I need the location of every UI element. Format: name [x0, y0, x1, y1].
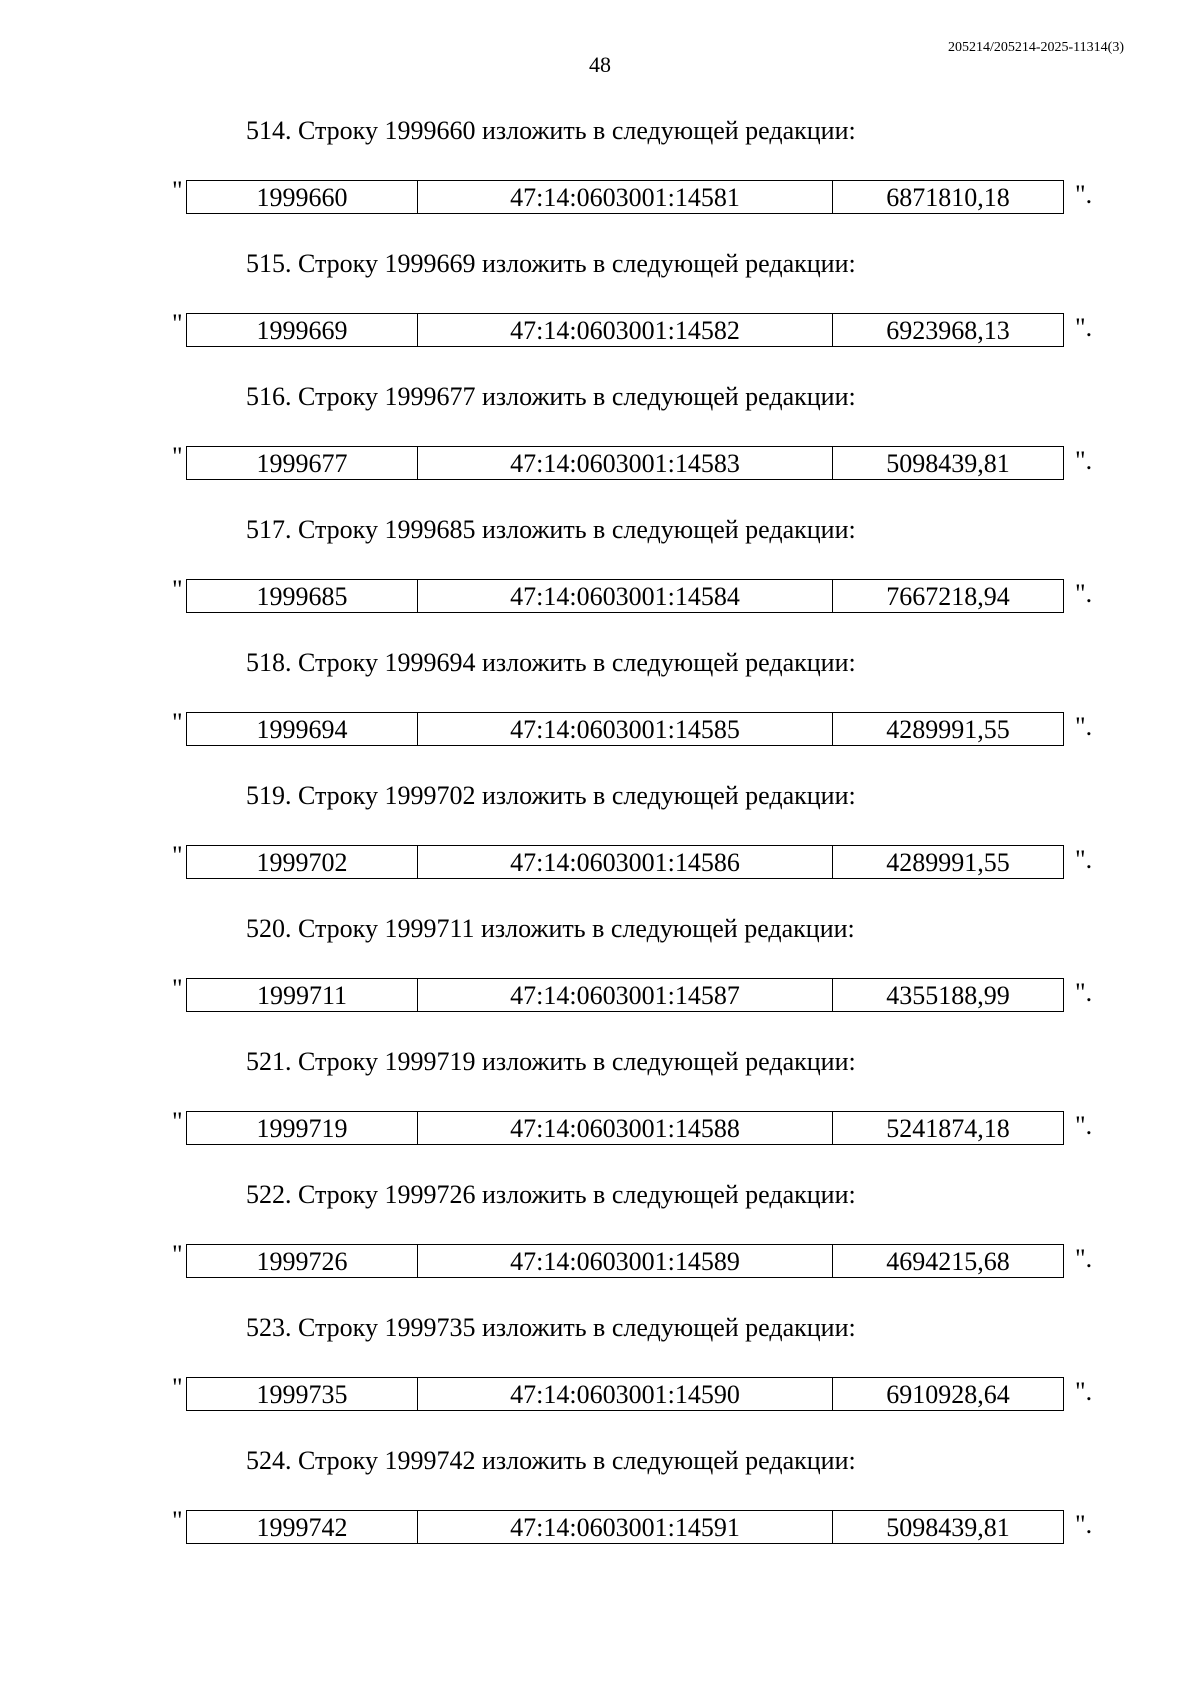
closing-quote: ".	[1075, 446, 1093, 475]
closing-quote: ".	[1075, 1244, 1093, 1273]
opening-quote: "	[172, 442, 183, 471]
amendment-entry	[0, 376, 1200, 509]
cadastral-number-cell: 47:14:0603001:14588	[418, 1112, 833, 1144]
closing-quote: ".	[1075, 1377, 1093, 1406]
amendment-instruction: 515. Строку 1999669 изложить в следующей редакции:	[246, 249, 856, 278]
cadastral-number-cell: 47:14:0603001:14590	[418, 1378, 833, 1410]
row-table	[186, 579, 1064, 613]
replacement-row	[0, 176, 1200, 214]
cadastral-number-cell: 47:14:0603001:14582	[418, 314, 833, 346]
amendment-list	[0, 110, 1200, 1573]
amendment-entry	[0, 509, 1200, 642]
row-code-cell: 1999726	[187, 1245, 418, 1277]
row-table	[186, 1111, 1064, 1145]
row-table	[186, 1244, 1064, 1278]
opening-quote: "	[172, 841, 183, 870]
amendment-instruction: 517. Строку 1999685 изложить в следующей редакции:	[246, 515, 856, 544]
replacement-row	[0, 575, 1200, 613]
row-table	[186, 845, 1064, 879]
cadastral-number-cell: 47:14:0603001:14587	[418, 979, 833, 1011]
amendment-entry	[0, 1307, 1200, 1440]
amendment-instruction: 519. Строку 1999702 изложить в следующей редакции:	[246, 781, 856, 810]
cadastral-number-cell: 47:14:0603001:14585	[418, 713, 833, 745]
value-cell: 4694215,68	[886, 1247, 1010, 1276]
value-cell: 5098439,81	[886, 1513, 1010, 1542]
value-cell: 6871810,18	[886, 183, 1010, 212]
opening-quote: "	[172, 1107, 183, 1136]
amendment-entry	[0, 775, 1200, 908]
cadastral-number-cell: 47:14:0603001:14586	[418, 846, 833, 878]
row-table	[186, 712, 1064, 746]
replacement-row	[0, 1240, 1200, 1278]
value-cell: 4355188,99	[886, 981, 1010, 1010]
replacement-row	[0, 1373, 1200, 1411]
opening-quote: "	[172, 1240, 183, 1269]
cadastral-number-cell: 47:14:0603001:14589	[418, 1245, 833, 1277]
value-cell: 5098439,81	[886, 449, 1010, 478]
amendment-entry	[0, 1440, 1200, 1573]
row-code-cell: 1999685	[187, 580, 418, 612]
cadastral-number-cell: 47:14:0603001:14581	[418, 181, 833, 213]
closing-quote: ".	[1075, 1510, 1093, 1539]
closing-quote: ".	[1075, 579, 1093, 608]
amendment-entry	[0, 908, 1200, 1041]
opening-quote: "	[172, 1373, 183, 1402]
closing-quote: ".	[1075, 845, 1093, 874]
amendment-entry	[0, 642, 1200, 775]
closing-quote: ".	[1075, 712, 1093, 741]
closing-quote: ".	[1075, 1111, 1093, 1140]
amendment-entry	[0, 1041, 1200, 1174]
amendment-instruction: 523. Строку 1999735 изложить в следующей редакции:	[246, 1313, 856, 1342]
value-cell: 4289991,55	[886, 848, 1010, 877]
value-cell: 4289991,55	[886, 715, 1010, 744]
amendment-instruction: 516. Строку 1999677 изложить в следующей редакции:	[246, 382, 856, 411]
row-code-cell: 1999702	[187, 846, 418, 878]
amendment-instruction: 518. Строку 1999694 изложить в следующей редакции:	[246, 648, 856, 677]
opening-quote: "	[172, 575, 183, 604]
amendment-instruction: 522. Строку 1999726 изложить в следующей редакции:	[246, 1180, 856, 1209]
opening-quote: "	[172, 309, 183, 338]
row-table	[186, 313, 1064, 347]
row-table	[186, 446, 1064, 480]
value-cell: 7667218,94	[886, 582, 1010, 611]
closing-quote: ".	[1075, 978, 1093, 1007]
replacement-row	[0, 442, 1200, 480]
amendment-instruction: 521. Строку 1999719 изложить в следующей редакции:	[246, 1047, 856, 1076]
cadastral-number-cell: 47:14:0603001:14583	[418, 447, 833, 479]
value-cell: 6910928,64	[886, 1380, 1010, 1409]
replacement-row	[0, 1506, 1200, 1544]
amendment-entry	[0, 1174, 1200, 1307]
replacement-row	[0, 974, 1200, 1012]
replacement-row	[0, 708, 1200, 746]
opening-quote: "	[172, 974, 183, 1003]
row-code-cell: 1999711	[187, 979, 418, 1011]
row-code-cell: 1999660	[187, 181, 418, 213]
row-code-cell: 1999735	[187, 1378, 418, 1410]
replacement-row	[0, 1107, 1200, 1145]
cadastral-number-cell: 47:14:0603001:14584	[418, 580, 833, 612]
replacement-row	[0, 309, 1200, 347]
document-id: 205214/205214-2025-11314(3)	[947, 40, 1124, 55]
amendment-entry	[0, 243, 1200, 376]
cadastral-number-cell: 47:14:0603001:14591	[418, 1511, 833, 1543]
row-code-cell: 1999742	[187, 1511, 418, 1543]
value-cell: 6923968,13	[886, 316, 1010, 345]
closing-quote: ".	[1075, 313, 1093, 342]
opening-quote: "	[172, 708, 183, 737]
opening-quote: "	[172, 1506, 183, 1535]
row-code-cell: 1999669	[187, 314, 418, 346]
amendment-instruction: 514. Строку 1999660 изложить в следующей редакции:	[246, 116, 856, 145]
value-cell: 5241874,18	[886, 1114, 1010, 1143]
amendment-instruction: 524. Строку 1999742 изложить в следующей редакции:	[246, 1446, 856, 1475]
page-number: 48	[589, 52, 611, 77]
row-code-cell: 1999694	[187, 713, 418, 745]
row-table	[186, 978, 1064, 1012]
row-table	[186, 1510, 1064, 1544]
amendment-entry	[0, 110, 1200, 243]
replacement-row	[0, 841, 1200, 879]
opening-quote: "	[172, 176, 183, 205]
amendment-instruction: 520. Строку 1999711 изложить в следующей редакции:	[246, 914, 855, 943]
row-table	[186, 180, 1064, 214]
row-code-cell: 1999719	[187, 1112, 418, 1144]
row-code-cell: 1999677	[187, 447, 418, 479]
closing-quote: ".	[1075, 180, 1093, 209]
row-table	[186, 1377, 1064, 1411]
